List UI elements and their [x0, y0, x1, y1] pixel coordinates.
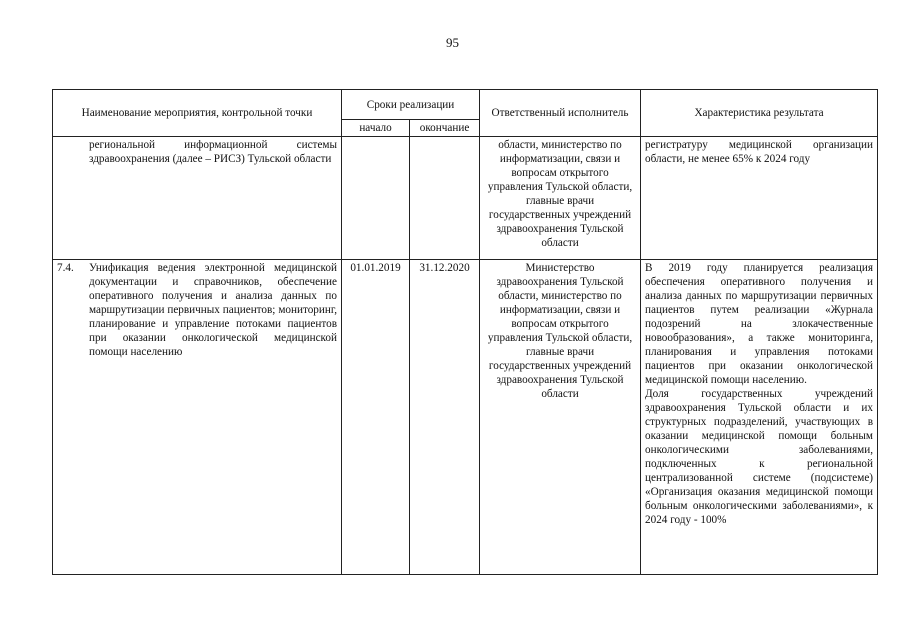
row-start: 01.01.2019	[342, 260, 410, 575]
header-terms: Сроки реализации	[342, 90, 480, 120]
row-result-paragraph-2: Доля государственных учреждений здравоохранения Тульской области и их структурных подразделений, участвующих в оказании медицинской помощи больным онкологическими заболеваниями, подключенных к региональной централизованной системе (подсистеме) «Организация оказания медицинской помощи больным онкологическими заболеваниями», к 2024 году - 100%	[645, 388, 874, 526]
header-name: Наименование мероприятия, контрольной точки	[53, 90, 342, 137]
row-number: 7.4.	[57, 262, 74, 274]
header-result: Характеристика результата	[641, 90, 878, 137]
table-row	[53, 137, 878, 260]
row-start	[342, 137, 410, 260]
row-result-cell	[641, 260, 878, 575]
row-name: региональной информационной системы здравоохранения (далее – РИСЗ) Тульской области	[89, 139, 337, 165]
page-number: 95	[446, 35, 459, 50]
row-end	[410, 137, 480, 260]
measures-table	[52, 89, 878, 575]
header-end: окончание	[410, 120, 480, 137]
row-result-paragraph-1: В 2019 году планируется реализация обеспечения оперативного получения и анализа данных по маршрутизации первичных пациентов путем реализации «Журнала подозрений на злокачественные новообразования», а также мониторинга, планирования и управления потоками пациентов при оказании онкологической медицинской помощи населению.	[645, 262, 874, 386]
row-executor: Министерство здравоохранения Тульской области, министерство по информатизации, связи и вопросам открытого управления Тульской области, главные врачи государственных учреждений здравоохранения Тульской области	[480, 260, 641, 575]
table-row	[53, 260, 878, 575]
row-name-cell	[53, 260, 342, 575]
row-end: 31.12.2020	[410, 260, 480, 575]
header-start: начало	[342, 120, 410, 137]
header-executor: Ответственный исполнитель	[480, 90, 641, 137]
row-name: Унификация ведения электронной медицинской документации и справочников, обеспечение оперативного получения и анализа данных по маршрутизации первичных пациентов; мониторинг, планирование и управление потоками пациентов при оказании онкологической медицинской помощи населению	[89, 262, 337, 358]
row-executor: области, министерство по информатизации, связи и вопросам открытого управления Тульской области, главные врачи государственных учреждений здравоохранения Тульской области	[480, 137, 641, 260]
row-name-cell	[53, 137, 342, 260]
row-result: регистратуру медицинской организации области, не менее 65% к 2024 году	[641, 137, 878, 260]
